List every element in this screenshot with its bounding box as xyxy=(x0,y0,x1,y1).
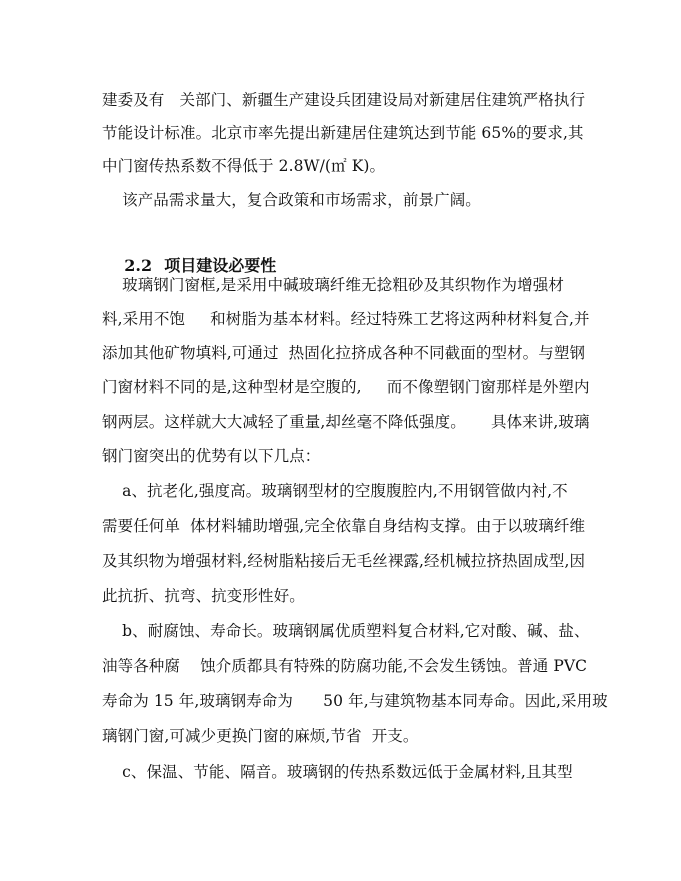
paragraph-line: 建委及有 关部门、新疆生产建设兵团建设局对新建居住建筑严格执行 xyxy=(102,91,586,109)
paragraph-line: 钢门窗突出的优势有以下几点： xyxy=(102,447,321,465)
paragraph-line: 节能设计标准。北京市率先提出新建居住建筑达到节能 65%的要求,其 xyxy=(102,124,584,142)
paragraph-line: 门窗材料不同的是,这种型材是空腹的, 而不像塑钢门窗那样是外塑内 xyxy=(102,378,590,396)
paragraph-line: 需要任何单 体材料辅助增强,完全依靠自身结构支撑。由于以玻璃纤维 xyxy=(102,517,586,535)
paragraph-line: 该产品需求量大，复合政策和市场需求，前景广阔。 xyxy=(102,191,481,209)
paragraph-line: 钢两层。这样就大大减轻了重量,却丝毫不降低强度。 具体来讲,玻璃 xyxy=(102,413,590,431)
paragraph-line: 及其织物为增强材料,经树脂粘接后无毛丝裸露,经机械拉挤热固成型,因 xyxy=(102,552,586,570)
paragraph-line: c、保温、节能、隔音。玻璃钢的传热系数远低于金属材料,且其型 xyxy=(102,763,573,781)
paragraph-line: 中门窗传热系数不得低于 2.8W/(㎡ K)。 xyxy=(102,157,386,175)
paragraph-line: 油等各种腐 蚀介质都具有特殊的防腐功能,不会发生锈蚀。普通 PVC xyxy=(102,657,588,675)
paragraph-line: 璃钢门窗,可减少更换门窗的麻烦,节省 开支。 xyxy=(102,727,419,745)
paragraph-line: 寿命为 15 年,玻璃钢寿命为 50 年,与建筑物基本同寿命。因此,采用玻 xyxy=(102,692,608,710)
section-title: 项目建设必要性 xyxy=(164,256,277,275)
paragraph-line: a、抗老化,强度高。玻璃钢型材的空腹腹腔内,不用钢管做内衬,不 xyxy=(102,482,568,500)
paragraph-line: 玻璃钢门窗框,是采用中碱玻璃纤维无捻粗砂及其织物作为增强材 xyxy=(102,276,564,294)
section-number: 2.2 xyxy=(124,256,153,275)
paragraph-line: 料,采用不饱 和树脂为基本材料。经过特殊工艺将这两种材料复合,并 xyxy=(102,310,590,328)
paragraph-line: 添加其他矿物填料,可通过 热固化拉挤成各种不同截面的型材。与塑钢 xyxy=(102,344,586,362)
paragraph-line: b、耐腐蚀、寿命长。玻璃钢属优质塑料复合材料,它对酸、碱、盐、 xyxy=(102,622,590,640)
paragraph-line: 此抗折、抗弯、抗变形性好。 xyxy=(102,587,305,605)
